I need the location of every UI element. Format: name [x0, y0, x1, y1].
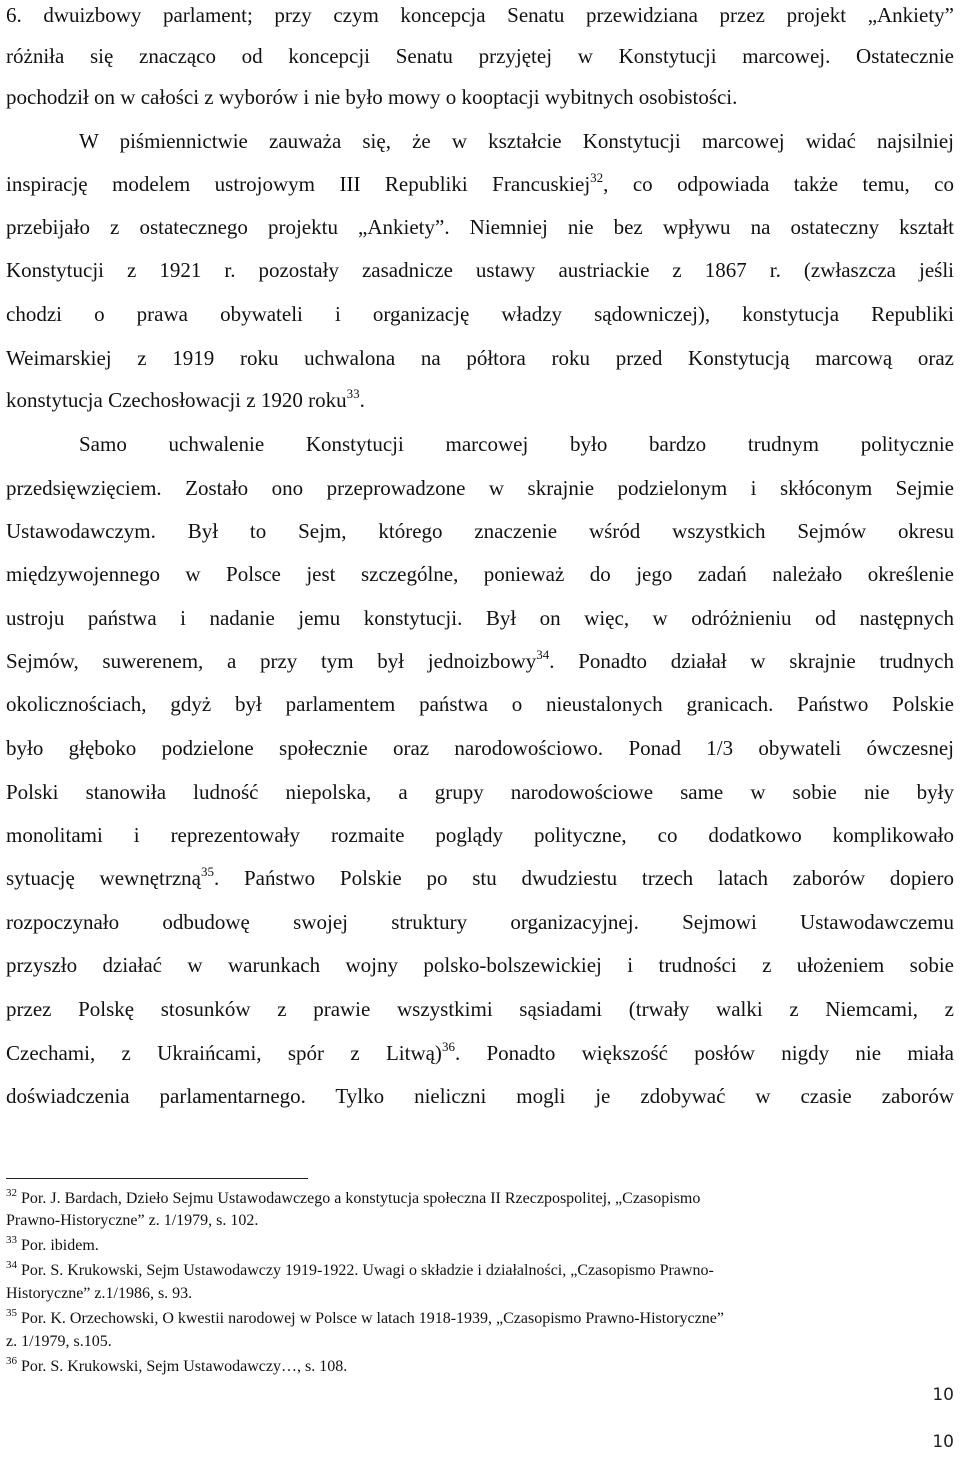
paragraph-start-line: Samo uchwalenie Konstytucji marcowej było bardzo trudnym politycznie	[79, 432, 954, 456]
footnote-line: Historyczne” z.1/1986, s. 93.	[6, 1285, 193, 1302]
body-line: przebijało z ostatecznego projektu „Ankiety”. Niemniej nie bez wpływu na ostateczny kształt	[6, 215, 954, 239]
body-line: konstytucja Czechosłowacji z 1920 roku$^{33}$.	[6, 386, 365, 412]
body-line: Konstytucji z 1921 r. pozostały zasadnicze ustawy austriackie z 1867 r. (zwłaszcza jeśli	[6, 258, 954, 282]
body-line: różniła się znacząco od koncepcji Senatu przyjętej w Konstytucji marcowej. Ostatecznie	[6, 44, 954, 68]
footnote-number: 36	[6, 1356, 17, 1367]
body-line: Czechami, z Ukraińcami, spór z Litwą)$^{36}$. Ponadto większość posłów nigdy nie miała	[6, 1039, 954, 1065]
body-line: przedsięwzięciem. Zostało ono przeprowadzone w skrajnie podzielonym i skłóconym Sejmie	[6, 476, 954, 500]
body-line: międzywojennego w Polsce jest szczególne, ponieważ do jego zadań należało określenie	[6, 562, 954, 586]
footnote-ref: 33	[346, 386, 360, 401]
footnote-line: $^{36}$ Por. S. Krukowski, Sejm Ustawodawczy…, s. 108.	[6, 1356, 348, 1375]
footnote-line: $^{32}$ Por. J. Bardach, Dzieło Sejmu Ustawodawczego a konstytucja społeczna II Rzeczpospolitej, „Czasopismo	[6, 1188, 701, 1207]
body-line: inspirację modelem ustrojowym III Republiki Francuskiej$^{32}$, co odpowiada także temu, co	[6, 170, 954, 196]
footnote-line: $^{35}$ Por. K. Orzechowski, O kwestii narodowej w Polsce w latach 1918-1939, „Czasopismo Prawno-Historyczne”	[6, 1308, 724, 1327]
body-line: sytuację wewnętrzną$^{35}$. Państwo Polskie po stu dwudziestu trzech latach zaborów dopiero	[6, 864, 954, 890]
body-line: było głęboko podzielone społecznie oraz narodowościowo. Ponad 1/3 obywateli ówczesnej	[6, 736, 954, 760]
footnote-line: $^{33}$ Por. ibidem.	[6, 1235, 99, 1254]
body-line: Polski stanowiła ludność niepolska, a grupy narodowościowe same w sobie nie były	[6, 780, 954, 804]
footnote-ref: 34	[536, 647, 550, 662]
footnote-ref: 35	[201, 864, 214, 879]
body-line: 6. dwuizbowy parlament; przy czym koncepcja Senatu przewidziana przez projekt „Ankiety”	[6, 3, 954, 27]
body-line: chodzi o prawa obywateli i organizację władzy sądowniczej), konstytucja Republiki	[6, 302, 954, 326]
footnote-ref: 32	[590, 170, 604, 185]
body-line: pochodził on w całości z wyborów i nie było mowy o kooptacji wybitnych osobistości.	[6, 85, 738, 109]
body-line: Weimarskiej z 1919 roku uchwalona na półtora roku przed Konstytucją marcową oraz	[6, 346, 954, 370]
body-line: ustroju państwa i nadanie jemu konstytucji. Był on więc, w odróżnieniu od następnych	[6, 606, 954, 630]
paragraph-start-line: W piśmiennictwie zauważa się, że w kształcie Konstytucji marcowej widać najsilniej	[79, 129, 954, 153]
body-line: Ustawodawczym. Był to Sejm, którego znaczenie wśród wszystkich Sejmów okresu	[6, 519, 954, 543]
body-line: przyszło działać w warunkach wojny polsko-bolszewickiej i trudności z ułożeniem sobie	[6, 953, 954, 977]
page-number: 10	[932, 1432, 954, 1452]
footnote-number: 32	[6, 1188, 17, 1199]
footnote-number: 33	[6, 1235, 17, 1246]
body-line: rozpoczynało odbudowę swojej struktury organizacyjnej. Sejmowi Ustawodawczemu	[6, 910, 954, 934]
footnote-ref: 36	[441, 1039, 455, 1054]
footnote-line: z. 1/1979, s.105.	[6, 1333, 112, 1350]
body-line: Sejmów, suwerenem, a przy tym był jednoizbowy$^{34}$. Ponadto działał w skrajnie trudnych	[6, 647, 954, 673]
body-line: okolicznościach, gdyż był parlamentem państwa o nieustalonych granicach. Państwo Polskie	[6, 692, 954, 716]
footnote-number: 35	[6, 1308, 17, 1319]
body-line: monolitami i reprezentowały rozmaite poglądy polityczne, co dodatkowo komplikowało	[6, 823, 954, 847]
footnote-line: $^{34}$ Por. S. Krukowski, Sejm Ustawodawczy 1919-1922. Uwagi o składzie i działalności, „Czasopismo Prawno-	[6, 1260, 714, 1279]
page-number: 10	[932, 1385, 954, 1405]
body-line: przez Polskę stosunków z prawie wszystkimi sąsiadami (trwały walki z Niemcami, z	[6, 997, 954, 1021]
body-line: doświadczenia parlamentarnego. Tylko nieliczni mogli je zdobywać w czasie zaborów	[6, 1084, 954, 1108]
footnote-number: 34	[6, 1260, 17, 1271]
footnote-separator	[6, 1178, 308, 1179]
footnote-line: Prawno-Historyczne” z. 1/1979, s. 102.	[6, 1212, 259, 1229]
